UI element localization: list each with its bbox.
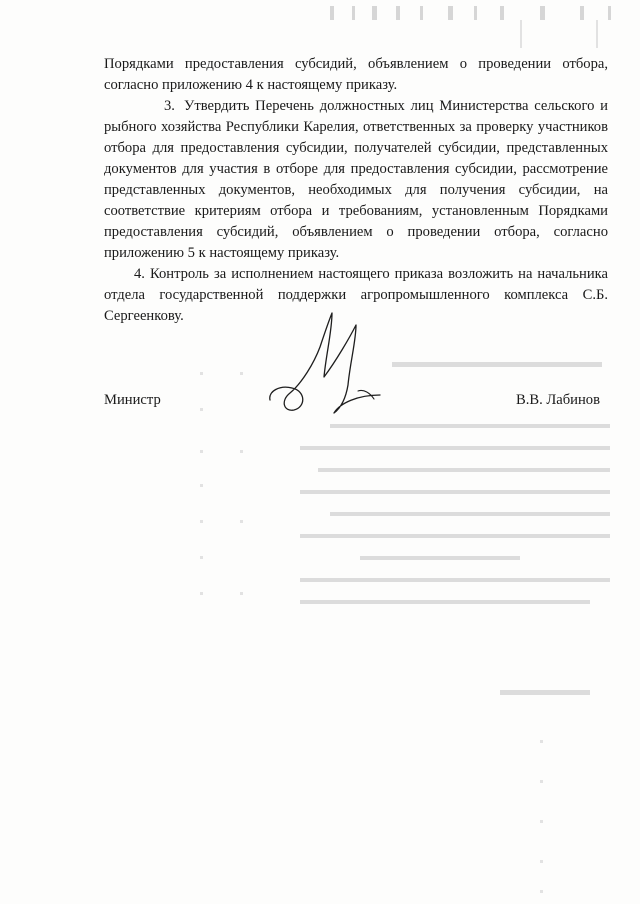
document-body <box>104 54 608 327</box>
list-item-3 <box>104 96 608 264</box>
continued-paragraph: Порядками предоставления субсидий, объявлением о проведении отбора, согласно приложению 4 к настоящему приказу. <box>104 56 608 93</box>
list-item-4: 4. Контроль за исполнением настоящего приказа возложить на начальника отдела государственной поддержки агропромышленного комплекса С.Б. Сергеенкову. <box>104 266 608 324</box>
signatory-role: Министр <box>104 392 161 408</box>
signatory-name: В.В. Лабинов <box>515 392 600 408</box>
list-item-3-text: Утвердить Перечень должностных лиц Министерства сельского и рыбного хозяйства Республики Карелия, ответственных за проверку участников отбора для предоставления субсидии, получателей субсидии, представленных документов для участия в отборе для предоставления субсидии, рассмотрение представленных документов, необходимых для получения субсидии, на соответствие критериям отбора и требованиям, установленным Порядками предоставления субсидий, объявлением о проведении отбора, согласно приложению 5 к настоящему приказу. <box>104 98 608 261</box>
signature-block <box>104 392 608 422</box>
list-item-3-number: 3. <box>164 98 175 114</box>
